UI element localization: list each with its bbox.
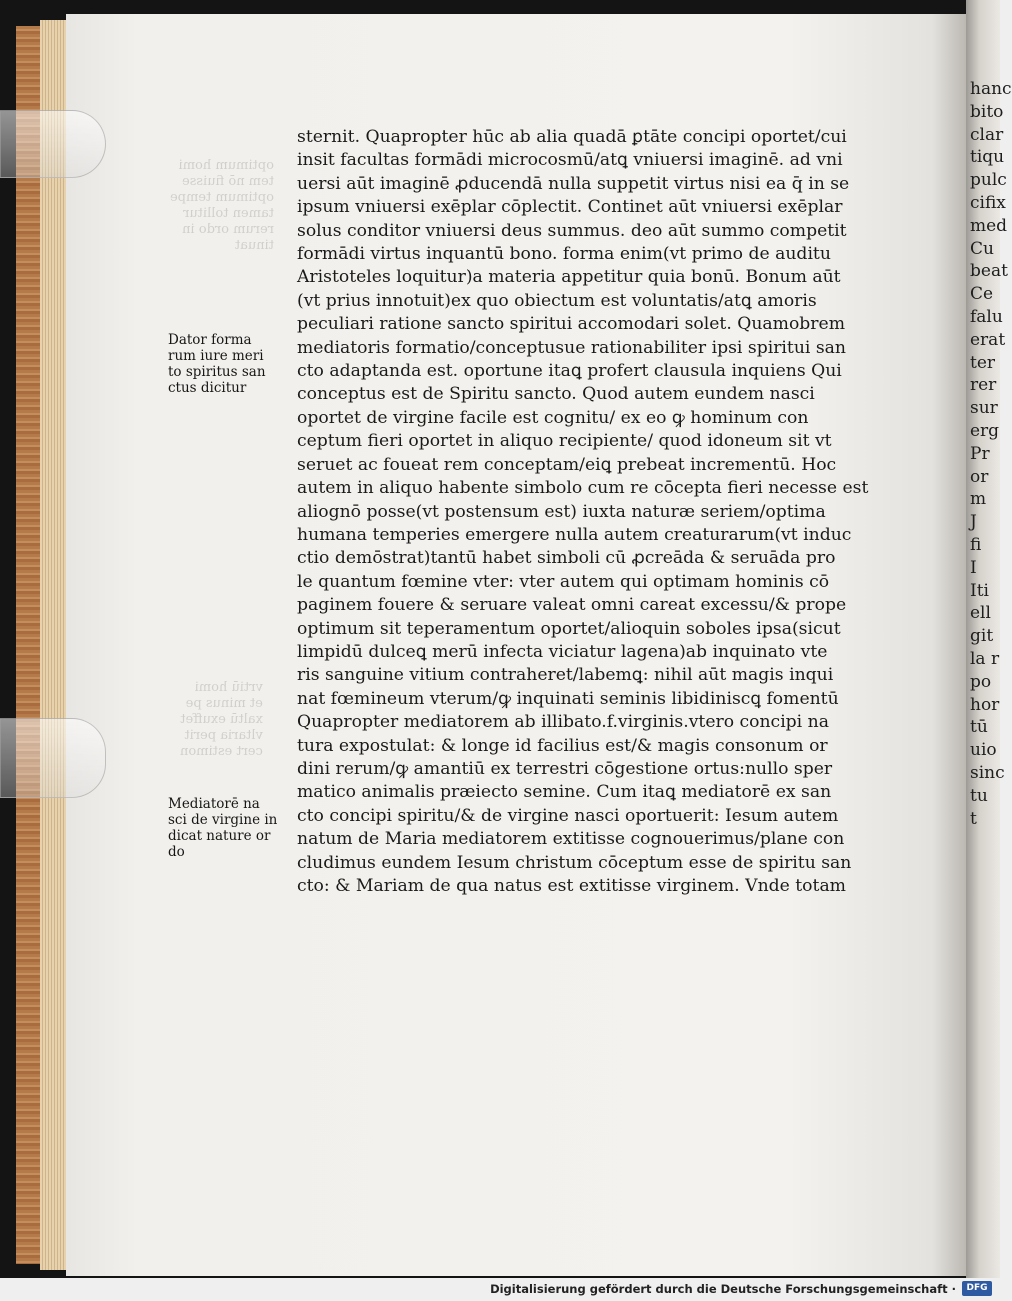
- margin-note-line: Mediatorē na: [168, 796, 260, 812]
- text-line: conceptus est de Spiritu sancto. Quod autem eundem nasci: [297, 384, 815, 405]
- text-line: oportet de virgine facile est cognitu/ ex eo ꝙ hominum con: [297, 407, 809, 428]
- text-line: cto concipi spiritu/& de virgine nasci oportuerit: Iesum autem: [297, 805, 839, 826]
- edge-fragment: hanc: [970, 79, 1012, 99]
- footer-bar: [0, 1278, 1000, 1301]
- edge-fragment: erat: [970, 329, 1006, 350]
- edge-fragment: fi: [970, 534, 982, 555]
- text-line: seruet ac foueat rem conceptam/eiꝗ prebeat incrementū. Hoc: [297, 454, 837, 475]
- edge-fragment: la r: [970, 648, 1000, 669]
- funding-notice: Digitalisierung gefördert durch die Deutsche Forschungsgemeinschaft ·: [490, 1282, 956, 1296]
- edge-fragment: rer: [970, 375, 997, 396]
- text-line: nat fœmineum vterum/ꝙ inquinati seminis libidiniscꝗ fomentū: [297, 688, 839, 709]
- text-line: matico animalis præiecto semine. Cum itaꝗ mediatorē ex san: [297, 782, 832, 803]
- text-line: solus conditor vniuersi deus summus. deo aūt summo competit: [297, 220, 847, 241]
- book-spine: [16, 26, 40, 1264]
- edge-fragment: cifix: [970, 192, 1006, 213]
- text-line: ris sanguine vitium contraheret/labemꝗ: nihil aūt magis inqui: [297, 665, 834, 686]
- text-line: uersi aūt imaginē ꝓducendā nulla suppetit virtus nisi ea q̄ in se: [297, 173, 850, 194]
- text-line: tura expostulat: & longe id facilius est/& magis consonum or: [297, 735, 828, 756]
- edge-fragment: pulc: [970, 170, 1007, 191]
- margin-note-line: Dator forma: [168, 332, 252, 348]
- edge-fragment: m: [970, 489, 987, 510]
- edge-fragment: bito: [970, 101, 1004, 122]
- bleed-through-text: optimum homi tem nō fiuisse optimum tempe tamen tollitur rerum ordo in tinuat: [170, 158, 274, 253]
- edge-fragment: clar: [970, 124, 1004, 145]
- text-line: cto adaptanda est. oportune itaꝗ profert clausula inquiens Qui: [297, 361, 842, 382]
- text-line: mediatoris formatio/conceptusue rationabiliter ipsi spiritui san: [297, 337, 846, 358]
- margin-note-dator-formarum: [168, 332, 284, 396]
- edge-fragment: tū: [970, 717, 988, 738]
- margin-note-mediatorem: [168, 796, 284, 860]
- edge-fragment: beat: [970, 261, 1008, 282]
- edge-fragment: falu: [970, 306, 1003, 327]
- text-line: aliognō posse(vt postensum est) iuxta naturæ seriem/optima: [297, 501, 826, 522]
- edge-fragment: t: [970, 808, 977, 829]
- edge-fragment: Ce: [970, 284, 994, 305]
- text-line: humana temperies emergere nulla autem creaturarum(vt induc: [297, 524, 852, 545]
- edge-fragment: or: [970, 466, 989, 487]
- text-line: natum de Maria mediatorem extitisse cognouerimus/plane con: [297, 829, 845, 850]
- edge-fragment: ter: [970, 352, 996, 373]
- text-line: optimum sit teperamentum oportet/alioquin soboles ipsa(sicut: [297, 618, 841, 639]
- book-clip-top: [0, 110, 106, 178]
- edge-fragment: Cu: [970, 238, 994, 259]
- edge-fragment: ell: [970, 603, 991, 624]
- edge-fragment: hor: [970, 694, 1000, 715]
- edge-fragment: sinc: [970, 762, 1005, 783]
- bleed-through-text: vrtiū homi et minus pe xaltū exuffet vltaria perit cert estimon: [180, 680, 263, 759]
- edge-fragment: tiqu: [970, 147, 1005, 168]
- book-clip-bottom: [0, 718, 106, 798]
- edge-fragment: med: [970, 215, 1008, 236]
- text-line: (vt prius innotuit)ex quo obiectum est voluntatis/atꝗ amoris: [297, 290, 817, 311]
- text-line: ceptum fieri oportet in aliquo recipiente/ quod idoneum sit vt: [297, 431, 832, 452]
- edge-fragment: I: [970, 557, 977, 578]
- edge-fragment: git: [970, 626, 994, 647]
- text-line: sternit. Quapropter hūc ab alia quadā ꝑtāte concipi oportet/cui: [297, 127, 847, 147]
- text-line: dini rerum/ꝙ amantiū ex terrestri cōgestione ortus:nullo sper: [297, 758, 833, 779]
- margin-note-line: dicat nature or: [168, 828, 271, 844]
- text-line: cludimus eundem Iesum christum cōceptum esse de spiritu san: [297, 852, 852, 873]
- text-line: Aristoteles loquitur)a materia appetitur quia bonū. Bonum aūt: [297, 267, 841, 288]
- next-page-text-fragments: [970, 78, 1012, 830]
- margin-note-line: do: [168, 844, 185, 860]
- margin-note-line: rum iure meri: [168, 348, 264, 364]
- text-line: le quantum fœmine vter: vter autem qui optimam hominis cō: [297, 571, 830, 592]
- edge-fragment: sur: [970, 398, 998, 419]
- edge-fragment: po: [970, 671, 992, 692]
- edge-fragment: erg: [970, 420, 1000, 441]
- text-line: ipsum vniuersi exēplar cōplectit. Continet aūt vniuersi exēplar: [297, 197, 843, 218]
- main-text-block: [297, 126, 897, 898]
- edge-fragment: tu: [970, 785, 988, 806]
- edge-fragment: uio: [970, 740, 997, 761]
- text-line: cto: & Mariam de qua natus est extitisse virginem. Vnde totam: [297, 876, 846, 896]
- text-line: paginem fouere & seruare valeat omni careat excessu/& prope: [297, 595, 847, 616]
- edge-fragment: J: [970, 512, 977, 533]
- edge-fragment: Pr: [970, 443, 990, 464]
- margin-note-line: sci de virgine in: [168, 812, 278, 828]
- text-line: peculiari ratione sancto spiritui accomodari solet. Quamobrem: [297, 314, 845, 335]
- dfg-logo[interactable]: DFG: [962, 1281, 992, 1296]
- text-line: ctio demōstrat)tantū habet simboli cū ꝓcreāda & seruāda pro: [297, 548, 836, 569]
- text-line: insit facultas formādi microcosmū/atꝗ vniuersi imaginē. ad vni: [297, 150, 843, 171]
- text-line: autem in aliquo habente simbolo cum re cōcepta fieri necesse est: [297, 478, 869, 499]
- text-line: Quapropter mediatorem ab illibato.f.virginis.vtero concipi na: [297, 712, 829, 733]
- text-line: limpidū dulceꝗ merū infecta viciatur lagena)ab inquinato vte: [297, 641, 828, 662]
- edge-fragment: Iti: [970, 580, 989, 601]
- margin-note-line: to spiritus san: [168, 364, 266, 380]
- text-line: formādi virtus inquantū bono. forma enim(vt primo de auditu: [297, 244, 831, 265]
- margin-note-line: ctus dicitur: [168, 380, 247, 396]
